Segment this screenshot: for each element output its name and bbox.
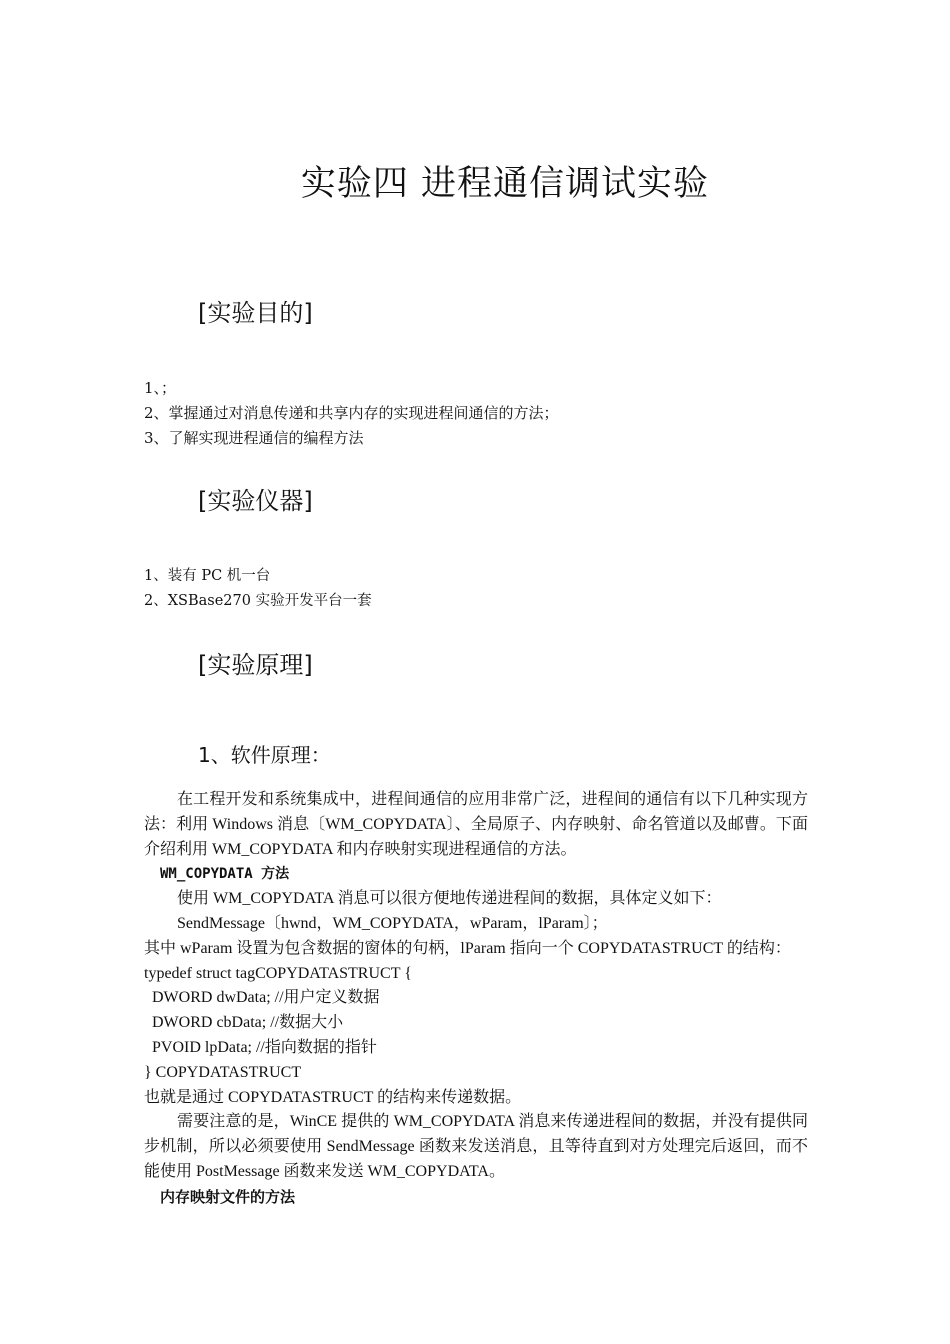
list-item: 3、了解实现进程通信的编程方法 — [144, 429, 364, 447]
code-line: typedef struct tagCOPYDATASTRUCT { — [144, 964, 412, 982]
document-title: 实验四 进程通信调试实验 — [300, 164, 710, 204]
copydata-usage-line: 使用 WM_COPYDATA 消息可以很方便地传递进程间的数据，具体定义如下： — [177, 890, 722, 908]
intro-paragraph: 在工程开发和系统集成中，进程间通信的应用非常广泛，进程间的通信有以下几种实现方法：利用 Windows 消息〔WM_COPYDATA〕、全局原子、内存映射、命名管道以及邮曹。下面介绍利用 WM_COPYDATA 和内存映射实现进程通信的方法。 — [144, 791, 808, 858]
sendmessage-line: SendMessage〔hwnd，WM_COPYDATA，wParam，lParam〕； — [177, 914, 608, 932]
list-item: 1、装有 PC 机一台 — [144, 568, 271, 584]
code-line: } COPYDATASTRUCT — [144, 1063, 302, 1081]
code-line: DWORD cbData; //数据大小 — [152, 1014, 344, 1032]
method-title-memory-map: 内存映射文件的方法 — [160, 1187, 296, 1206]
subsection-heading-software: 1、软件原理： — [198, 743, 331, 767]
note-paragraph: 需要注意的是，WinCE 提供的 WM_COPYDATA 消息来传递进程间的数据，并没有提供同步机制，所以必须要使用 SendMessage 函数来发送消息，且等待直到对方处理完后返回，而不能使用 PostMessage 函数来发送 WM_COPYDATA。 — [144, 1113, 808, 1180]
section-heading-equipment: [实验仪器] — [198, 487, 313, 515]
principle-body — [144, 788, 808, 1210]
section-heading-purpose: [实验目的] — [198, 299, 313, 327]
code-line: DWORD dwData; //用户定义数据 — [152, 989, 380, 1007]
summary-line: 也就是通过 COPYDATASTRUCT 的结构来传递数据。 — [144, 1088, 522, 1106]
code-line: PVOID lpData; //指向数据的指针 — [152, 1038, 377, 1056]
equipment-list — [144, 564, 372, 614]
list-item: 2、XSBase270 实验开发平台一套 — [144, 593, 372, 609]
section-heading-principle: [实验原理] — [198, 651, 313, 679]
method-title-copydata: WM_COPYDATA 方法 — [160, 866, 290, 883]
params-line: 其中 wParam 设置为包含数据的窗体的句柄，lParam 指向一个 COPYDATASTRUCT 的结构： — [144, 939, 791, 957]
purpose-list — [144, 376, 559, 451]
list-item: 2、掌握通过对消息传递和共享内存的实现进程间通信的方法； — [144, 404, 559, 422]
list-item: 1、； — [144, 379, 177, 397]
